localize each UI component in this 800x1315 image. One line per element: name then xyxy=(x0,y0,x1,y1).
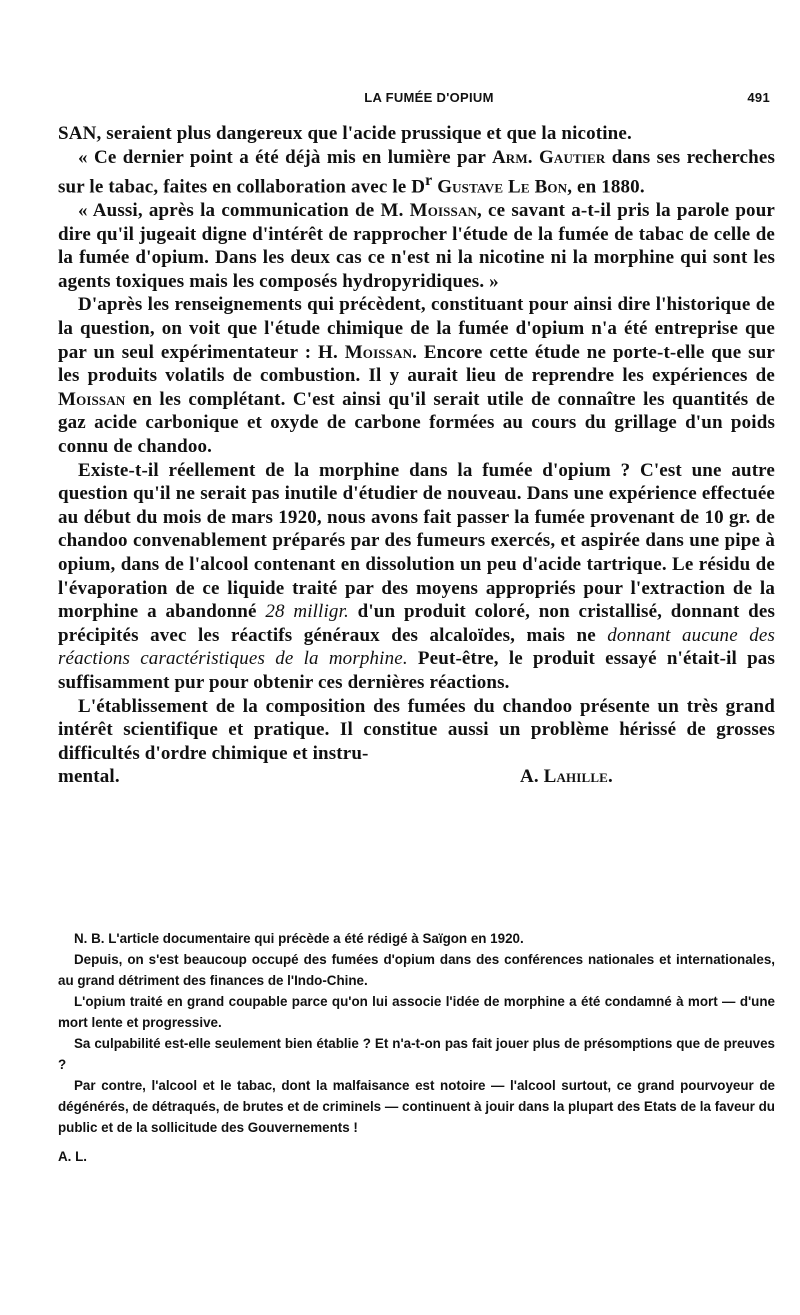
author-name: Moissan xyxy=(58,388,126,410)
paragraph-text: , seraient plus dangereux que l'acide prussique et que la nicotine. xyxy=(96,123,632,144)
paragraph-text: « Ce dernier point a été déjà mis en lumière par xyxy=(78,146,492,168)
note-initials: A. L. xyxy=(58,1149,88,1164)
superscript: r xyxy=(425,172,433,190)
paragraph-text: en les complétant. C'est ainsi qu'il serait utile de connaître les quantités de gaz acide carbonique et oxyde de carbone formées au cours du grillage d'un poids connu de chandoo. xyxy=(58,388,775,458)
italic-text: donnant aucune des réactions caractéristiques de la morphine. xyxy=(58,624,775,670)
editor-note xyxy=(58,928,775,1167)
note-paragraph: L'opium traité en grand coupable parce qu'on lui associe l'idée de morphine a été condamné à mort — d'une mort lente et progressive. xyxy=(58,994,775,1030)
paragraph-text: L'établissement de la composition des fumées du chandoo présente un très grand intérêt scientifique et pratique. Il constitue aussi un problème hérissé de grosses difficultés d'ordre chimique et instru- xyxy=(58,695,775,764)
paragraph-2 xyxy=(58,146,775,200)
note-paragraph: Sa culpabilité est-elle seulement bien établie ? Et n'a-t-on pas fait jouer plus de présomptions que de preuves ? xyxy=(58,1036,775,1072)
page-number: 491 xyxy=(747,90,770,105)
running-title: LA FUMÉE D'OPIUM xyxy=(364,90,494,105)
author-name: Moissan xyxy=(409,200,478,222)
author-signature: A. Lahille. xyxy=(520,766,613,788)
paragraph-text: . Encore cette étude ne porte-t-elle que sur les produits volatils de combustion. Il y aurait lieu de reprendre les expériences de xyxy=(58,341,775,387)
paragraph-text: d'un produit coloré, non cristallisé, donnant des précipités avec les réactifs généraux des alcaloïdes, mais ne xyxy=(58,601,776,646)
paragraph-5 xyxy=(58,459,775,695)
note-paragraph: N. B. L'article documentaire qui précède a été rédigé à Saïgon en 1920. xyxy=(74,931,524,946)
paragraph-text: dans ses recherches sur le tabac, faites en collaboration avec le D xyxy=(58,146,775,198)
paragraph-text: Existe-t-il réellement de la morphine dans la fumée d'opium ? C'est une autre question qu'il ne serait pas inutile d'étudier de nouveau. Dans une expérience effectuée au début du mois de mars 1920, nous avons fait passer la fumée provenant de 10 gr. de chandoo convenablement préparés par des fumeurs exercés, et aspirée dans une pipe à opium, dans de l'alcool contenant en dissolution un peu d'acide tartrique. Le résidu de l'évaporation de ce liquide traité par des moyens appropriés pour l'extraction de la morphine a abandonné xyxy=(58,459,775,623)
paragraph-text: « Aussi, après la communication de M. xyxy=(78,200,410,222)
article-body xyxy=(58,122,775,789)
note-paragraph: Depuis, on s'est beaucoup occupé des fumées d'opium dans des conférences nationales et internationales, au grand détriment des finances de l'Indo-Chine. xyxy=(58,952,775,988)
paragraph-4 xyxy=(58,293,775,458)
paragraph-text: , ce savant a-t-il pris la parole pour dire qu'il jugeait digne d'intérêt de rapprocher l'étude de la fumée de tabac de celle de la fumée d'opium. Dans les deux cas ce n'est ni la nicotine ni la morphine qui sont les agents toxiques mais les composés hydropyridiques. » xyxy=(58,200,776,292)
paragraph-6 xyxy=(58,695,775,766)
italic-text: 28 milligr. xyxy=(265,601,349,623)
paragraph-text: , en 1880. xyxy=(567,176,645,198)
author-name: Arm. Gautier xyxy=(491,146,606,168)
author-name: Moissan xyxy=(344,341,413,363)
author-name: SAN xyxy=(58,123,97,144)
paragraph-text: D'après les renseignements qui précèdent, constituant pour ainsi dire l'historique de la question, on voit que l'étude chimique de la fumée d'opium n'a été entreprise que par un seul expérimentateur : H. xyxy=(58,294,775,363)
signature-line xyxy=(58,765,775,789)
paragraph-text: Peut-être, le produit essayé n'était-il pas suffisamment pur pour obtenir ces dernières réactions. xyxy=(58,648,775,693)
paragraph-end: mental. xyxy=(58,766,120,788)
page-header xyxy=(58,90,770,114)
author-name: Gustave Le Bon xyxy=(437,176,568,198)
paragraph-1 xyxy=(58,122,775,146)
note-paragraph: Par contre, l'alcool et le tabac, dont la malfaisance est notoire — l'alcool surtout, ce grand pourvoyeur de dégénérés, de détraqués, de brutes et de criminels — continuent à jouir dans la plupart des Etats de la faveur du public et de la sollicitude des Gouvernements ! xyxy=(58,1078,775,1135)
paragraph-3 xyxy=(58,199,775,293)
